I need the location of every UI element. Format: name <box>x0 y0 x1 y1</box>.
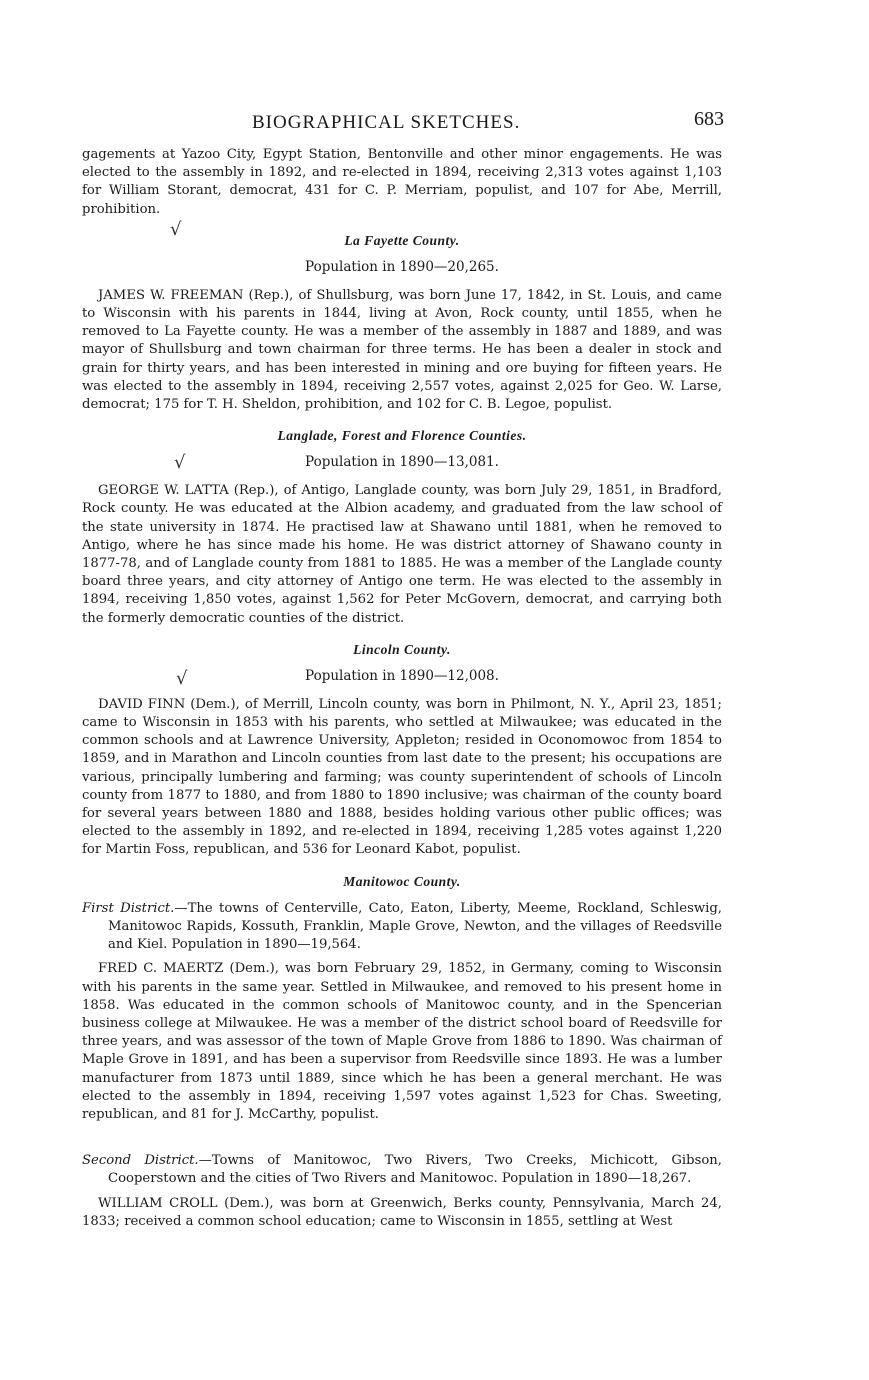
langlade-population <box>82 452 722 474</box>
croll-bio: WILLIAM CROLL (Dem.), was born at Greenwich, Berks county, Pennsylvania, March 24, 1833; received a common school education; came to Wisconsin in 1855, settling at West <box>82 1195 722 1229</box>
lafayette-population-text: Population in 1890—20,265. <box>305 258 499 275</box>
pencil-check-mark: √ <box>176 667 188 689</box>
latta-bio: GEORGE W. LATTA (Rep.), of Antigo, Langlade county, was born July 29, 1851, in Bradford, Rock county. He was educated at the Albion academy, and graduated from the law school of the state university in 1874. He practised law at Shawano until 1881, when he removed to Antigo, where he has since made his home. He was district attorney of Shawano county in 1877-78, and of Langlade county from 1881 to 1885. He was a member of the Langlade county board three years, and city attorney of Antigo one term. He was elected to the assembly in 1894, receiving 1,850 votes, against 1,562 for Peter McGovern, democrat, and carrying both the formerly democratic counties of the district. <box>82 483 722 626</box>
lincoln-population-text: Population in 1890—12,008. <box>305 667 499 684</box>
second-district-description <box>82 1152 722 1188</box>
second-district-label: Second District. <box>82 1153 199 1169</box>
langlade-population-text: Population in 1890—13,081. <box>305 454 499 471</box>
langlade-heading: Langlade, Forest and Florence Counties. <box>277 428 527 444</box>
running-head <box>82 108 724 146</box>
lincoln-heading: Lincoln County. <box>353 641 451 657</box>
spacer <box>82 1124 722 1144</box>
lafayette-heading: La Fayette County. <box>344 232 460 248</box>
freeman-bio: JAMES W. FREEMAN (Rep.), of Shullsburg, was born June 17, 1842, in St. Louis, and came to Wisconsin with his parents in 1844, living at Avon, Rock county, until 1855, when he removed to La Fayette county. He was a member of the assembly in 1887 and 1889, and was mayor of Shullsburg and town chairman for three terms. He has been a dealer in stock and grain for thirty years, and has been interested in mining and ore buying for fifteen years. He was elected to the assembly in 1894, receiving 2,557 votes, against 2,025 for Geo. W. Larse, democrat; 175 for T. H. Sheldon, prohibition, and 102 for C. B. Legoe, populist. <box>82 287 722 413</box>
first-district-description <box>82 900 722 955</box>
first-district-text: —The towns of Centerville, Cato, Eaton, Liberty, Meeme, Rockland, Schleswig, Manitowoc Rapids, Kossuth, Franklin, Maple Grove, Newton, and the villages of Reedsville and Kiel. Population in 1890—19,564. <box>108 900 722 953</box>
first-district-label: First District. <box>82 900 175 916</box>
lincoln-population <box>82 667 722 689</box>
page-title: BIOGRAPHICAL SKETCHES. <box>252 112 521 133</box>
pencil-check-mark: √ <box>174 452 186 474</box>
maertz-bio: FRED C. MAERTZ (Dem.), was born February 29, 1852, in Germany, coming to Wisconsin with his parents in the same year. Settled in Milwaukee, and removed to his present home in 1858. Was educated in the common schools of Manitowoc county, and in the Spencerian business college at Milwaukee. He was a member of the district school board of Reedsville for three years, and was assessor of the town of Maple Grove from 1886 to 1890. Was chairman of Maple Grove in 1891, and has been a supervisor from Reedsville since 1893. He was a lumber manufacturer from 1873 until 1889, since which he has been a general merchant. He was elected to the assembly in 1894, receiving 1,597 votes against 1,523 for Chas. Sweeting, republican, and 81 for J. McCarthy, populist. <box>82 961 722 1122</box>
page-number: 683 <box>694 108 724 130</box>
pencil-check-mark: √ <box>170 218 182 240</box>
intro-paragraph: gagements at Yazoo City, Egypt Station, Bentonville and other minor engagements. He was elected to the assembly in 1892, and re-elected in 1894, receiving 2,313 votes against 1,103 for William Storant, democrat, 431 for C. P. Merriam, populist, and 107 for Abe, Merrill, prohibition. <box>82 147 722 217</box>
second-district-text: —Towns of Manitowoc, Two Rivers, Two Creeks, Michicott, Gibson, Cooperstown and the cities of Two Rivers and Manitowoc. Population in 1890—18,267. <box>108 1153 722 1187</box>
manitowoc-heading: Manitowoc County. <box>343 873 461 889</box>
finn-bio: DAVID FINN (Dem.), of Merrill, Lincoln county, was born in Philmont, N. Y., April 23, 1851; came to Wisconsin in 1853 with his parents, who settled at Milwaukee; was educated in the common schools and at Lawrence University, Appleton; resided in Oconomowoc from 1854 to 1859, and in Marathon and Lincoln counties from last date to the present; his occupations are various, principally lumbering and farming; was county superintendent of schools of Lincoln county from 1877 to 1880, and from 1880 to 1890 inclusive; was chairman of the county board for several years between 1880 and 1888, besides holding various other public offices; was elected to the assembly in 1892, and re-elected in 1894, receiving 1,285 votes against 1,220 for Martin Foss, republican, and 536 for Leonard Kabot, populist. <box>82 696 722 858</box>
document-page <box>82 108 724 1231</box>
